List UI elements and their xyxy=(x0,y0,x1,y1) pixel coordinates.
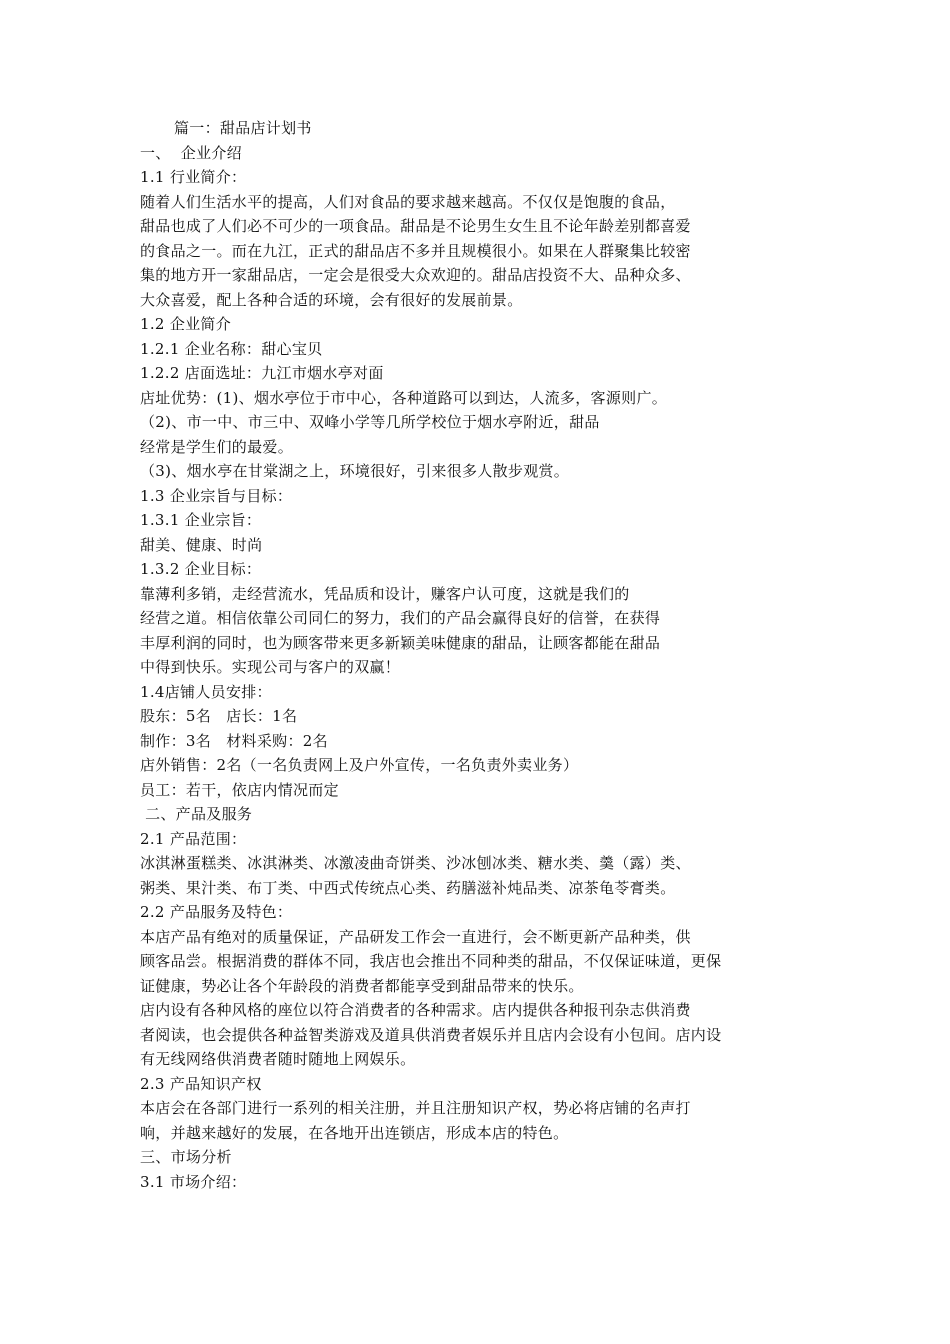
paragraph-line: 顾客品尝。根据消费的群体不同，我店也会推出不同种类的甜品，不仅保证味道，更保 xyxy=(140,952,722,970)
paragraph-line: 本店产品有绝对的质量保证，产品研发工作会一直进行，会不断更新产品种类，供 xyxy=(140,927,691,946)
paragraph-line: 集的地方开一家甜品店，一定会是很受大众欢迎的。甜品店投资不大、品种众多、 xyxy=(140,266,691,284)
paragraph-line: （3)、烟水亭在甘棠湖之上，环境很好，引来很多人散步观赏。 xyxy=(140,462,570,480)
paragraph-line: 响，并越来越好的发展，在各地开出连锁店，形成本店的特色。 xyxy=(140,1123,569,1142)
paragraph-line: 冰淇淋蛋糕类、冰淇淋类、冰激凌曲奇饼类、沙冰刨冰类、糖水类、羹（露）类、 xyxy=(140,854,691,872)
paragraph-line: 有无线网络供消费者随时随地上网娱乐。 xyxy=(140,1050,416,1068)
paragraph-line: 1.2.1 企业名称：甜心宝贝 xyxy=(140,339,323,358)
paragraph-line: 员工：若干，依店内情况而定 xyxy=(140,780,339,799)
paragraph-line: 随着人们生活水平的提高，人们对食品的要求越来越高。不仅仅是饱腹的食品， xyxy=(140,192,676,211)
paragraph-line: 店内设有各种风格的座位以符合消费者的各种需求。店内提供各种报刊杂志供消费 xyxy=(140,1001,691,1019)
document-body xyxy=(140,116,790,1194)
paragraph-line: 本店会在各部门进行一系列的相关注册，并且注册知识产权，势必将店铺的名声打 xyxy=(140,1099,691,1117)
paragraph-line: 经营之道。相信依靠公司同仁的努力，我们的产品会赢得良好的信誉，在获得 xyxy=(140,609,661,627)
subsection-heading: 1.2 企业简介 xyxy=(140,315,232,333)
paragraph-line: 靠薄利多销，走经营流水，凭品质和设计，赚客户认可度，这就是我们的 xyxy=(140,584,630,603)
paragraph-line: 丰厚利润的同时，也为顾客带来更多新颖美味健康的甜品，让顾客都能在甜品 xyxy=(140,633,661,652)
paragraph-line: 1.3.2 企业目标： xyxy=(140,560,262,578)
section-heading: 三、市场分析 xyxy=(140,1148,232,1166)
subsection-heading: 2.1 产品范围： xyxy=(140,829,247,848)
paragraph-line: 制作：3名 材料采购：2名 xyxy=(140,731,328,750)
subsection-heading: 1.1 行业简介： xyxy=(140,168,247,186)
document-title: 篇一：甜品店计划书 xyxy=(174,119,312,137)
section-heading: 一、 企业介绍 xyxy=(140,143,242,162)
paragraph-line: 粥类、果汁类、布丁类、中西式传统点心类、药膳滋补炖品类、凉茶龟苓膏类。 xyxy=(140,878,676,897)
subsection-heading: 2.3 产品知识产权 xyxy=(140,1074,262,1093)
paragraph-line: 店外销售：2名（一名负责网上及户外宣传，一名负责外卖业务） xyxy=(140,756,579,774)
paragraph-line: 甜品也成了人们必不可少的一项食品。甜品是不论男生女生且不论年龄差别都喜爱 xyxy=(140,217,691,235)
paragraph-line: 1.3.1 企业宗旨： xyxy=(140,511,262,529)
paragraph-line: 甜美、健康、时尚 xyxy=(140,535,263,554)
paragraph-line: 经常是学生们的最爱。 xyxy=(140,437,294,456)
paragraph-line: 证健康，势必让各个年龄段的消费者都能享受到甜品带来的快乐。 xyxy=(140,976,584,995)
paragraph-line: （2)、市一中、市三中、双峰小学等几所学校位于烟水亭附近，甜品 xyxy=(140,413,600,431)
paragraph-line: 大众喜爱，配上各种合适的环境，会有很好的发展前景。 xyxy=(140,290,523,309)
subsection-heading: 1.4店铺人员安排： xyxy=(140,682,272,701)
subsection-heading: 1.3 企业宗旨与目标： xyxy=(140,486,293,505)
paragraph-line: 者阅读，也会提供各种益智类游戏及道具供消费者娱乐并且店内会设有小包间。店内设 xyxy=(140,1025,722,1044)
paragraph-line: 中得到快乐。实现公司与客户的双赢！ xyxy=(140,658,401,676)
paragraph-line: 店址优势：(1)、烟水亭位于市中心，各种道路可以到达，人流多，客源则广。 xyxy=(140,388,668,407)
paragraph-line: 1.2.2 店面选址：九江市烟水亭对面 xyxy=(140,364,384,382)
paragraph-line: 股东：5名 店长：1名 xyxy=(140,707,298,725)
subsection-heading: 2.2 产品服务及特色： xyxy=(140,903,293,921)
subsection-heading: 3.1 市场介绍： xyxy=(140,1172,247,1191)
section-heading: 二、产品及服务 xyxy=(140,805,253,823)
paragraph-line: 的食品之一。而在九江，正式的甜品店不多并且规模很小。如果在人群聚集比较密 xyxy=(140,241,691,260)
